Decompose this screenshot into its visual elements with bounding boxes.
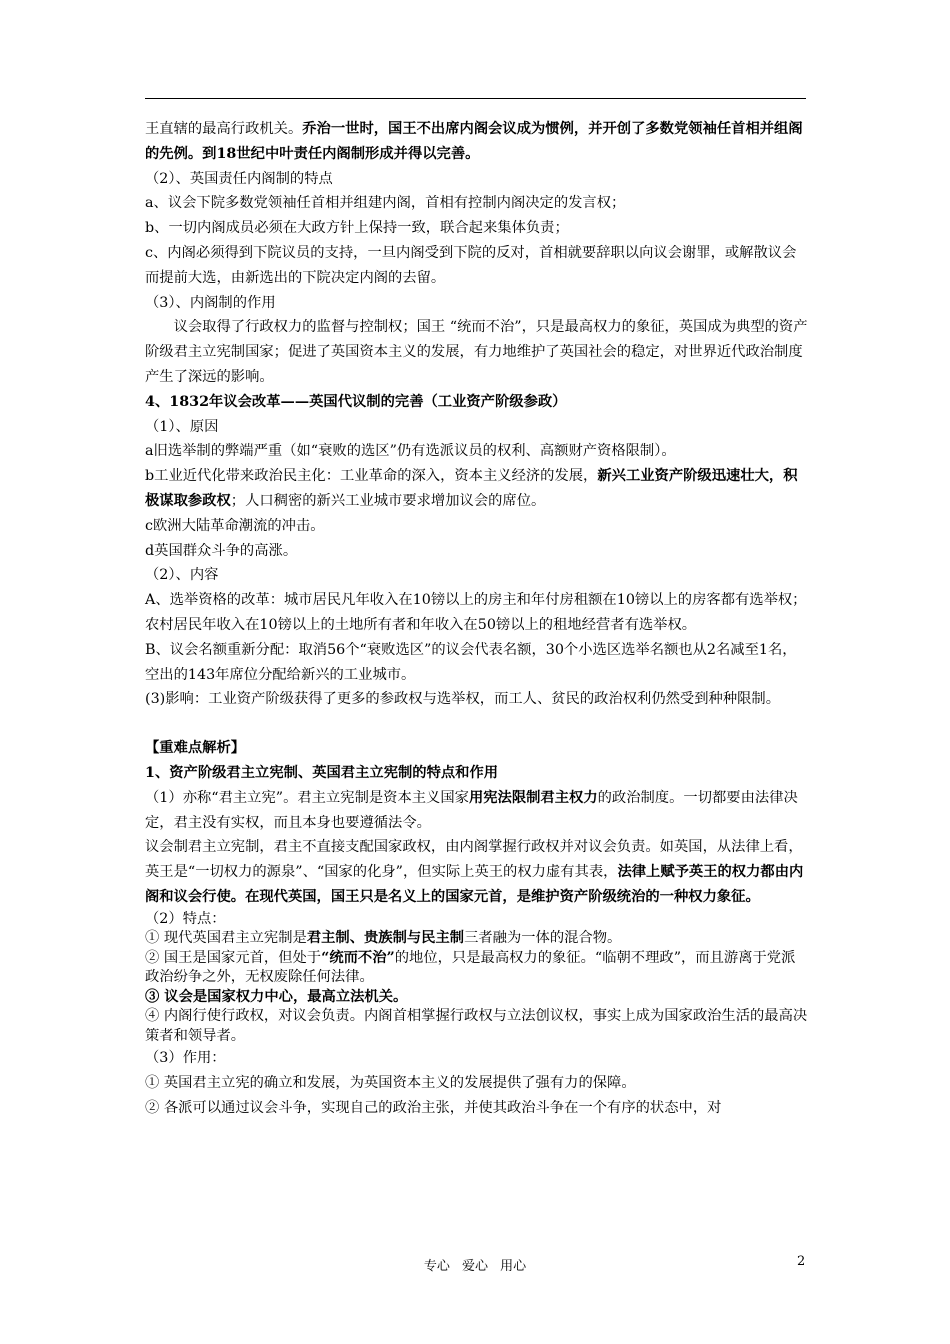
paragraph bbox=[145, 786, 809, 836]
paragraph: ② 各派可以通过议会斗争，实现自己的政治主张，并使其政治斗争在一个有序的状态中，对 bbox=[145, 1099, 722, 1116]
section-heading: 【重难点解析】 bbox=[145, 740, 246, 757]
text: 三者融为一体的混合物。 bbox=[464, 930, 622, 947]
text: 议会制君主立宪制，君主不直接支配国家政权，由内阁掌握行政权并对议会负责。如英国，从法律上看，英王是“一切权力的源泉”、“国家的化身”，但实际上英王的权力虚有其表， bbox=[145, 839, 803, 881]
page-footer bbox=[0, 1255, 950, 1274]
paragraph bbox=[145, 949, 809, 988]
text: 的地位，只是最高权力的象征。“临朝不理政”，而且游离于党派政治纷争之外，无权废除任何法律。 bbox=[145, 949, 796, 986]
footer-word: 爱心 bbox=[461, 1259, 488, 1274]
paragraph bbox=[145, 117, 809, 167]
subheading: （2）、英国责任内阁制的特点 bbox=[145, 170, 333, 187]
paragraph: 议会取得了行政权力的监督与控制权；国王 “统而不治”，只是最高权力的象征，英国成为典型的资产阶级君主立宪制国家；促进了英国资本主义的发展，有力地维护了英国社会的稳定，对世界近代政治制度产生了深远的影响。 bbox=[145, 319, 808, 385]
text: 王直辖的最高行政机关。 bbox=[145, 121, 303, 137]
paragraph: c欧洲大陆革命潮流的冲击。 bbox=[145, 517, 325, 534]
footer-word: 专心 bbox=[423, 1259, 450, 1274]
text: （1）亦称“君主立宪”。君主立宪制是资本主义国家 bbox=[145, 789, 469, 806]
spacer bbox=[145, 712, 809, 736]
bold-text: 法律上赋予英王的权力都由内阁和议会行使。在现代英国，国王只是名义上的国家元首，是维护资产阶级统治的一种权力象征。 bbox=[145, 864, 804, 905]
paragraph: d英国群众斗争的高涨。 bbox=[145, 542, 298, 559]
paragraph: A、选举资格的改革：城市居民凡年收入在10镑以上的房主和年付房租额在10镑以上的房客都有选举权；农村居民年收入在10镑以上的土地所有者和年收入在50镑以上的租地经营者有选举权。 bbox=[145, 592, 807, 633]
paragraph: ③ 议会是国家权力中心，最高立法机关。 bbox=[145, 988, 408, 1005]
document-body bbox=[145, 117, 809, 1121]
paragraph bbox=[145, 464, 809, 514]
paragraph: a旧选举制的弊端严重（如“衰败的选区”仍有选派议员的权利、高额财产资格限制）。 bbox=[145, 443, 676, 460]
header-rule bbox=[145, 98, 806, 99]
paragraph: c、内阁必须得到下院议员的支持，一旦内阁受到下院的反对，首相就要辞职以向议会谢罪，或解散议会而提前大选，由新选出的下院决定内阁的去留。 bbox=[145, 244, 797, 286]
paragraph: (3)影响：工业资产阶级获得了更多的参政权与选举权，而工人、贫民的政治权利仍然受到种种限制。 bbox=[145, 691, 781, 708]
paragraph bbox=[145, 835, 809, 909]
paragraph: a、议会下院多数党领袖任首相并组建内阁，首相有控制内阁决定的发言权； bbox=[145, 195, 626, 212]
section-heading: 1、资产阶级君主立宪制、英国君主立宪制的特点和作用 bbox=[145, 764, 499, 781]
bold-text: 君主制、贵族制与民主制 bbox=[306, 930, 465, 947]
subheading: （2）特点： bbox=[145, 910, 226, 927]
text: ② 国王是国家元首，但处于 bbox=[145, 949, 322, 966]
footer-word: 用心 bbox=[500, 1259, 527, 1274]
text: ① 现代英国君主立宪制是 bbox=[145, 930, 307, 947]
text: ；人口稠密的新兴工业城市要求增加议会的席位。 bbox=[230, 492, 546, 509]
section-heading: 4、1832年议会改革——英国代议制的完善（工业资产阶级参政） bbox=[145, 393, 567, 410]
paragraph: ④ 内阁行使行政权，对议会负责。内阁首相掌握行政权与立法创议权，事实上成为国家政治生活的最高决策者和领导者。 bbox=[145, 1008, 808, 1044]
bold-text: 用宪法限制君主权力 bbox=[468, 789, 598, 806]
paragraph: B、议会名额重新分配：取消56个“衰败选区”的议会代表名额，30个小选区选举名额也从2名减至1名，空出的143年席位分配给新兴的工业城市。 bbox=[145, 641, 797, 683]
paragraph: b、一切内阁成员必须在大政方针上保持一致，联合起来集体负责； bbox=[145, 220, 569, 237]
subheading: （3）作用： bbox=[145, 1050, 226, 1067]
bold-text: 新兴工业资产阶级迅速壮大，积极谋取参政权 bbox=[145, 468, 798, 509]
text: b工业近代化带来政治民主化：工业革命的深入，资本主义经济的发展， bbox=[145, 468, 598, 485]
paragraph: ① 英国君主立宪的确立和发展，为英国资本主义的发展提供了强有力的保障。 bbox=[145, 1075, 636, 1091]
subheading: （2）、内容 bbox=[145, 567, 219, 584]
bold-text: 乔治一世时，国王不出席内阁会议成为惯例，并开创了多数党领袖任首相并组阁的先例。到18世纪中叶责任内阁制形成并得以完善。 bbox=[145, 121, 803, 162]
bold-text: “统而不治” bbox=[321, 949, 395, 966]
subheading: （3）、内阁制的作用 bbox=[145, 294, 276, 311]
page-number: 2 bbox=[797, 1254, 806, 1269]
paragraph bbox=[145, 929, 809, 949]
text: 的政治制度。一切都要由法律决定，君主没有实权，而且本身也要遵循法令。 bbox=[145, 789, 798, 831]
subheading: （1）、原因 bbox=[145, 418, 219, 435]
